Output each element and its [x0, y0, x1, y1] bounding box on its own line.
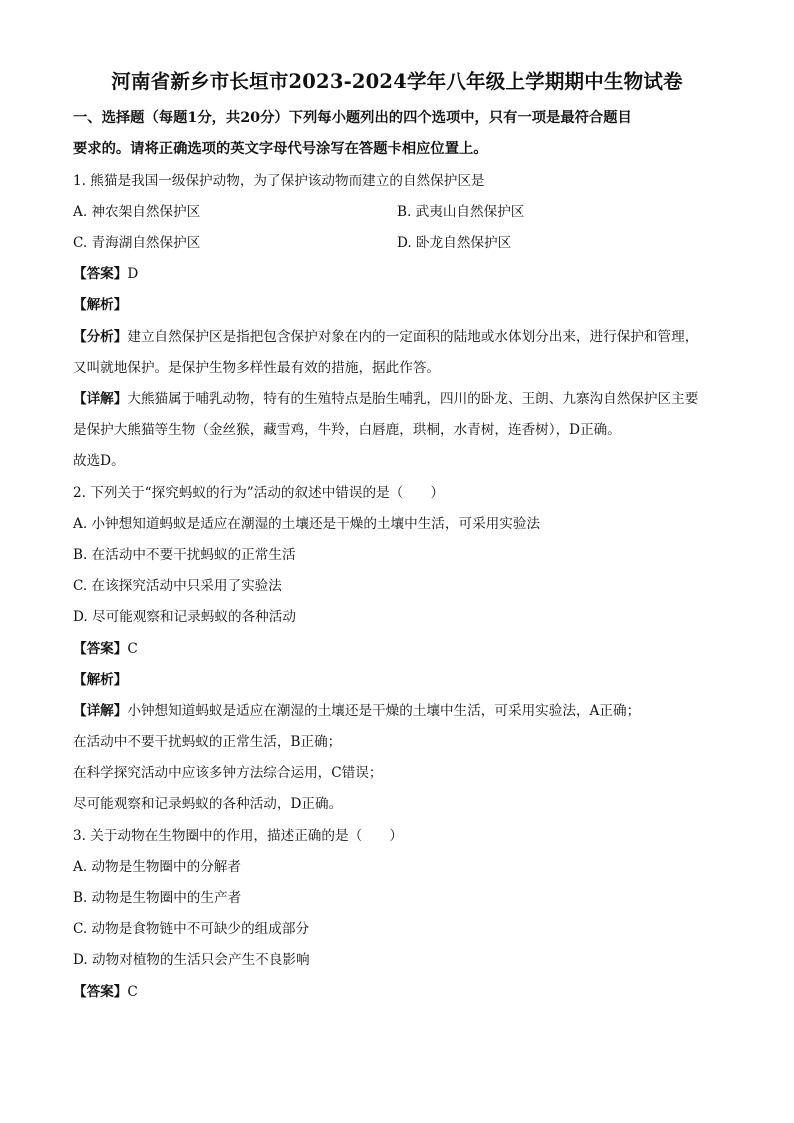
- answer-value: D: [127, 266, 139, 282]
- question-2-analysis-label: 【解析】: [73, 672, 128, 688]
- question-1-answer: [73, 265, 138, 283]
- question-3-option-d: D. 动物对植物的生活只会产生不良影响: [73, 952, 310, 968]
- xiangjie-label: 【详解】: [73, 703, 128, 719]
- xiangjie-text: 大熊猫属于哺乳动物，特有的生殖特点是胎生哺乳，四川的卧龙、王朗、九寨沟自然保护区主要: [127, 391, 699, 407]
- question-1-option-c: C. 青海湖自然保护区: [73, 235, 201, 251]
- question-2-option-d: D. 尽可能观察和记录蚂蚁的各种活动: [73, 609, 296, 625]
- answer-value: C: [127, 984, 138, 1000]
- question-2-xiangjie-line-3: 在科学探究活动中应该多钟方法综合运用，C错误；: [73, 765, 383, 781]
- question-1-xiangjie-line-1: [73, 390, 698, 408]
- fenxi-text: 建立自然保护区是指把包含保护对象在内的一定面积的陆地或水体划分出来，进行保护和管理，: [127, 329, 699, 345]
- xiangjie-label: 【详解】: [73, 391, 128, 407]
- question-1-option-d: D. 卧龙自然保护区: [397, 235, 512, 251]
- answer-label: 【答案】: [73, 266, 128, 282]
- question-1-xiangjie-line-2: 是保护大熊猫等生物（金丝猴，藏雪鸡，牛羚，白唇鹿，珙桐，水青树，连香树），D正确。: [73, 422, 621, 438]
- question-3-option-a: A. 动物是生物圈中的分解者: [73, 859, 241, 875]
- answer-label: 【答案】: [73, 984, 128, 1000]
- question-3-option-b: B. 动物是生物圈中的生产者: [73, 890, 242, 906]
- question-2-xiangjie-line-2: 在活动中不要干扰蚂蚁的正常生活，B正确；: [73, 734, 342, 750]
- question-2-xiangjie-line-4: 尽可能观察和记录蚂蚁的各种活动，D正确。: [73, 796, 343, 812]
- question-3-option-c: C. 动物是食物链中不可缺少的组成部分: [73, 921, 310, 937]
- xiangjie-text: 小钟想知道蚂蚁是适应在潮湿的土壤还是干燥的土壤中生活，可采用实验法，A正确；: [127, 703, 641, 719]
- question-2-option-b: B. 在活动中不要干扰蚂蚁的正常生活: [73, 547, 296, 563]
- question-2-option-c: C. 在该探究活动中只采用了实验法: [73, 578, 282, 594]
- question-1-conclusion: 故选D。: [73, 453, 125, 469]
- question-1-stem: 1. 熊猫是我国一级保护动物，为了保护该动物而建立的自然保护区是: [73, 173, 485, 189]
- question-2-option-a: A. 小钟想知道蚂蚁是适应在潮湿的土壤还是干燥的土壤中生活，可采用实验法: [73, 516, 541, 532]
- question-3-stem: 3. 关于动物在生物圈中的作用，描述正确的是（ ）: [73, 828, 403, 844]
- answer-value: C: [127, 641, 138, 657]
- question-1-option-a: A. 神农架自然保护区: [73, 204, 201, 220]
- fenxi-label: 【分析】: [73, 329, 128, 345]
- question-1-fenxi-line-2: 又叫就地保护。是保护生物多样性最有效的措施，据此作答。: [73, 360, 441, 376]
- answer-label: 【答案】: [73, 641, 128, 657]
- question-2-answer: [73, 640, 138, 658]
- document-title: 河南省新乡市长垣市2023-2024学年八年级上学期期中生物试卷: [111, 70, 683, 93]
- question-2-stem: 2. 下列关于“探究蚂蚁的行为”活动的叙述中错误的是（ ）: [73, 485, 445, 501]
- question-3-answer: [73, 983, 138, 1001]
- question-1-analysis-label: 【解析】: [73, 297, 128, 313]
- question-1-option-b: B. 武夷山自然保护区: [397, 204, 525, 220]
- section-instruction-line-2: 要求的。请将正确选项的英文字母代号涂写在答题卡相应位置上。: [73, 141, 488, 157]
- question-2-xiangjie-line-1: [73, 702, 640, 720]
- question-1-fenxi-line-1: [73, 328, 698, 346]
- section-instruction-line-1: 一、选择题（每题1分，共20分）下列每小题列出的四个选项中，只有一项是最符合题目: [73, 110, 632, 126]
